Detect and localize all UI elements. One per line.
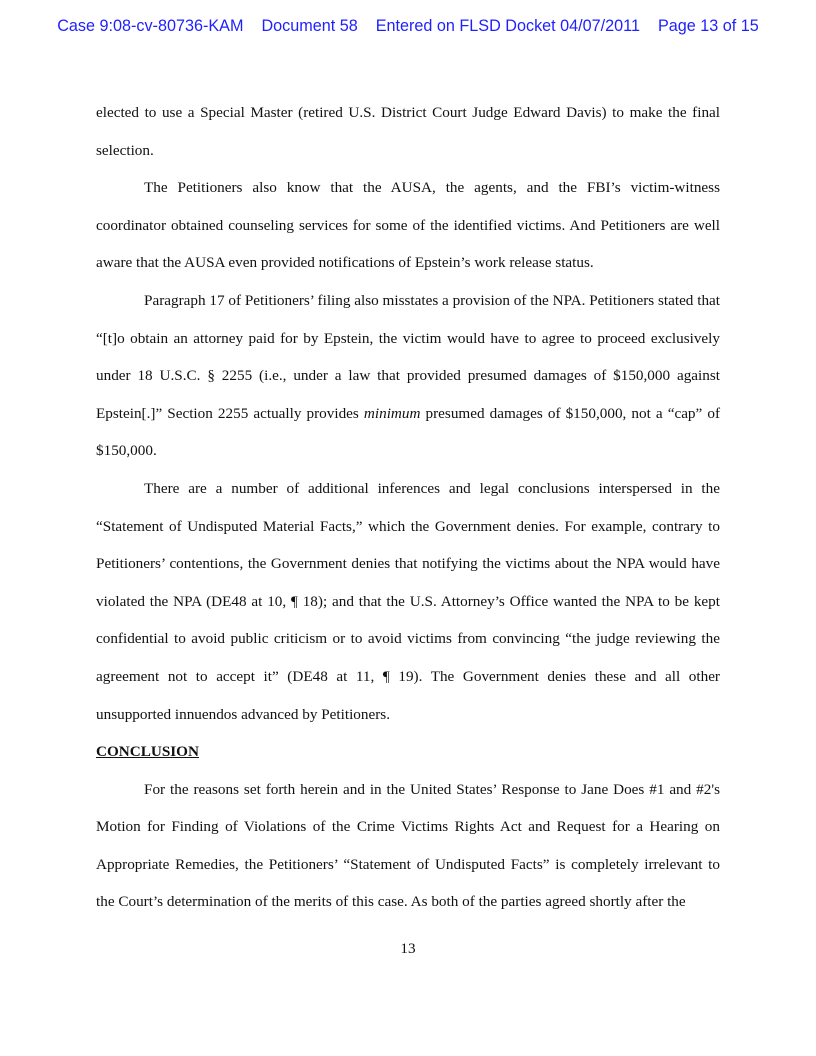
section-heading-conclusion: CONCLUSION <box>96 743 199 761</box>
emphasis-minimum: minimum <box>363 404 421 422</box>
paragraph-counseling: The Petitioners also know that the AUSA, the agents, and the FBI’s victim-witness coordinator obtained counseling services for some of the identified victims. And Petitioners are well aware that the AUSA even provided notifications of Epstein’s work release status. <box>96 179 720 272</box>
paragraph-continuation: elected to use a Special Master (retired U.S. District Court Judge Edward Davis) to make the final selection. <box>96 104 720 159</box>
paragraph-npa-provision <box>96 282 720 470</box>
page-number: 13 <box>400 940 416 957</box>
docket-entry-date: Entered on FLSD Docket 04/07/2011 <box>375 17 640 35</box>
paragraph-conclusion: For the reasons set forth herein and in the United States’ Response to Jane Does #1 and #2's Motion for Finding of Violations of the Crime Victims Rights Act and Request for a Hearing on Appropriate Remedies, the Petitioners’ “Statement of Undisputed Facts” is completely irrelevant to the Court’s determination of the merits of this case. As both of the parties agreed shortly after the <box>96 780 720 911</box>
document-number: Document 58 <box>261 17 358 35</box>
page-count: Page 13 of 15 <box>657 17 759 35</box>
paragraph-npa-text-after: presumed damages of $150,000, not a “cap” of $150,000. <box>96 404 720 460</box>
paragraph-inferences: There are a number of additional inferences and legal conclusions interspersed in the “Statement of Undisputed Material Facts,” which the Government denies. For example, contrary to Petitioners’ contentions, the Government denies that notifying the victims about the NPA would have violated the NPA (DE48 at 10, ¶ 18); and that the U.S. Attorney’s Office wanted the NPA to be kept confidential to avoid public criticism or to avoid victims from convincing “the judge reviewing the agreement not to accept it” (DE48 at 11, ¶ 19). The Government denies these and all other unsupported innuendos advanced by Petitioners. <box>96 479 720 723</box>
document-body <box>96 94 720 921</box>
paragraph-npa-text-before: Paragraph 17 of Petitioners’ filing also misstates a provision of the NPA. Petitioners stated that “[t]o obtain an attorney paid for by Epstein, the victim would have to agree to proceed exclusively under 18 U.S.C. § 2255 (i.e., under a law that provided presumed damages of $150,000 against Epstein[.]” Section 2255 actually provides <box>96 291 720 422</box>
case-number: Case 9:08-cv-80736-KAM <box>57 17 244 35</box>
docket-header <box>0 17 816 36</box>
